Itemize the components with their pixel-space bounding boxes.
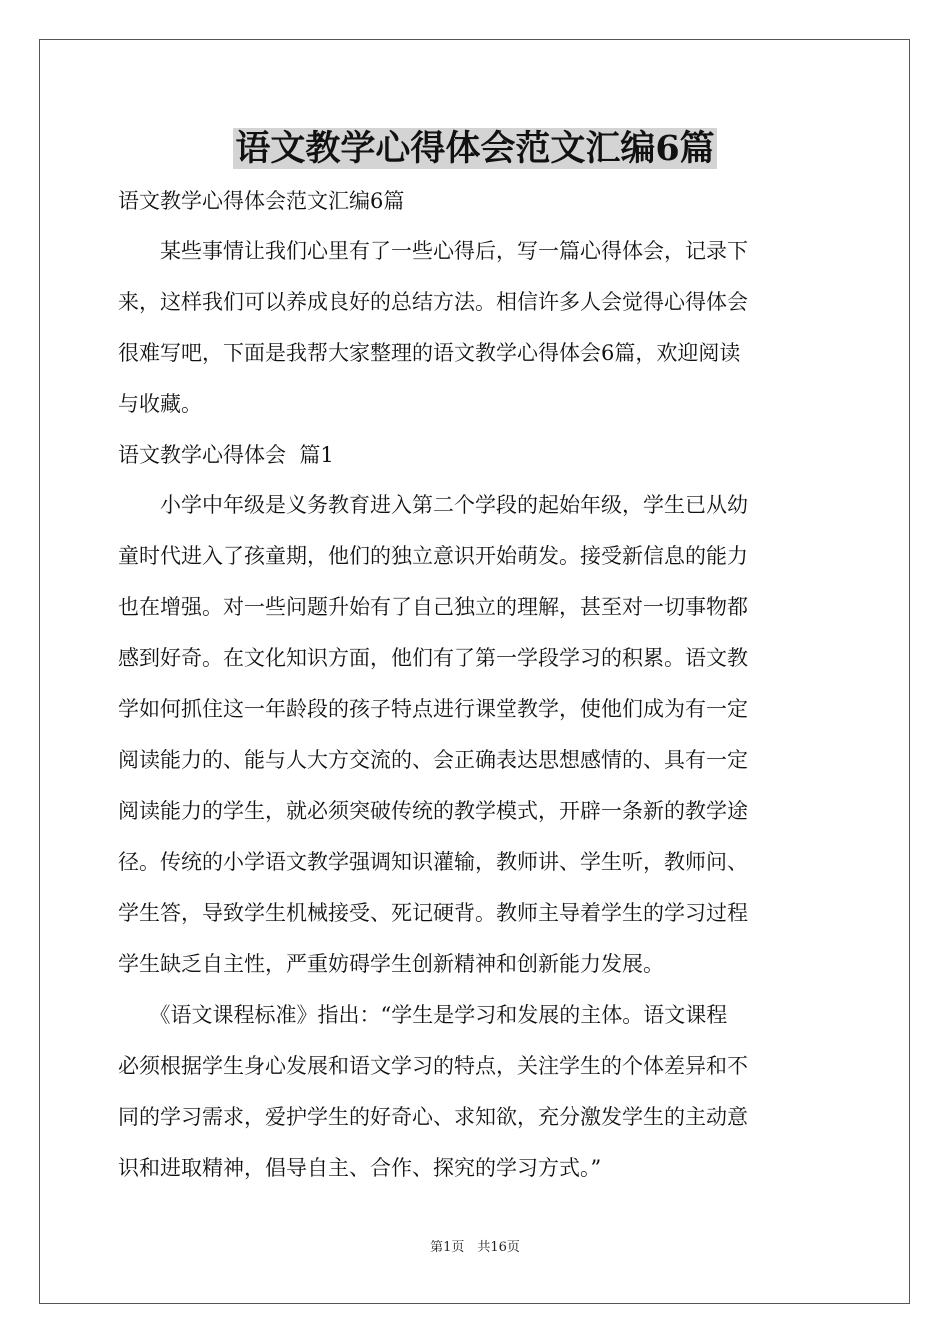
text-line: 某些事情让我们心里有了一些心得后，写一篇心得体会，记录下	[118, 239, 748, 263]
text-line: 识和进取精神，倡导自主、合作、探究的学习方式。”	[118, 1156, 602, 1180]
text-line: 阅读能力的、能与人大方交流的、会正确表达思想感情的、具有一定	[118, 748, 748, 772]
text-line: 学生缺乏自主性，严重妨碍学生创新精神和创新能力发展。	[118, 952, 664, 976]
page-footer	[0, 1236, 950, 1255]
text-line: 必须根据学生身心发展和语文学习的特点，关注学生的个体差异和不	[118, 1054, 748, 1078]
intro-paragraph	[118, 226, 834, 430]
paragraph-1	[118, 480, 834, 990]
text-line: 来，这样我们可以养成良好的总结方法。相信许多人会觉得心得体会	[118, 290, 748, 314]
text-line: 童时代进入了孩童期，他们的独立意识开始萌发。接受新信息的能力	[118, 544, 748, 568]
text-line: 阅读能力的学生，就必须突破传统的教学模式，开辟一条新的教学途	[118, 799, 748, 823]
document-title	[0, 124, 950, 174]
document-title-text: 语文教学心得体会范文汇编6篇	[235, 128, 715, 169]
text-line: 《语文课程标准》指出：“学生是学习和发展的主体。语文课程	[118, 1003, 728, 1027]
text-line: 感到好奇。在文化知识方面，他们有了第一学段学习的积累。语文教	[118, 646, 748, 670]
text-line: 同的学习需求，爱护学生的好奇心、求知欲，充分激发学生的主动意	[118, 1105, 748, 1129]
text-line: 小学中年级是义务教育进入第二个学段的起始年级，学生已从幼	[118, 493, 748, 517]
page-indicator: 第1页 共16页	[430, 1240, 520, 1255]
text-line: 径。传统的小学语文教学强调知识灌输，教师讲、学生听，教师问、	[118, 850, 748, 874]
paragraph-2	[118, 990, 834, 1194]
text-line: 很难写吧，下面是我帮大家整理的语文教学心得体会6篇，欢迎阅读	[118, 341, 741, 365]
text-line: 也在增强。对一些问题升始有了自己独立的理解，甚至对一切事物都	[118, 595, 748, 619]
document-body	[118, 176, 834, 1194]
text-line: 学生答，导致学生机械接受、死记硬背。教师主导着学生的学习过程	[118, 901, 748, 925]
section-heading: 语文教学心得体会 篇1	[118, 443, 334, 467]
text-line: 与收藏。	[118, 392, 202, 416]
document-subtitle: 语文教学心得体会范文汇编6篇	[118, 189, 405, 213]
text-line: 学如何抓住这一年龄段的孩子特点进行课堂教学，使他们成为有一定	[118, 697, 748, 721]
